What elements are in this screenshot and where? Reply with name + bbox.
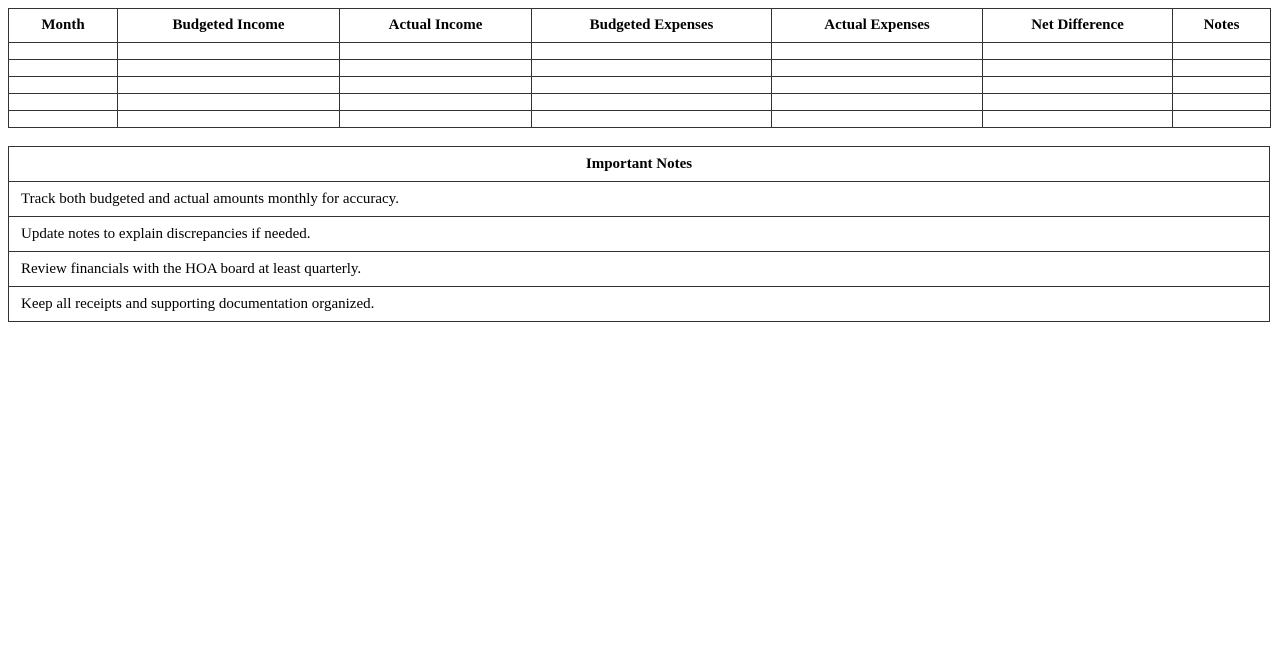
note-text: Track both budgeted and actual amounts monthly for accuracy. [9, 182, 1270, 217]
table-cell [9, 94, 118, 111]
table-cell [118, 60, 340, 77]
list-item [9, 217, 1270, 252]
column-header-budgeted-income: Budgeted Income [118, 9, 340, 43]
table-row [9, 94, 1271, 111]
table-cell [118, 111, 340, 128]
document-body [8, 8, 1270, 322]
table-cell [340, 60, 532, 77]
table-cell [983, 77, 1173, 94]
table-cell [983, 60, 1173, 77]
table-cell [9, 60, 118, 77]
budget-header-row [9, 9, 1271, 43]
list-item [9, 252, 1270, 287]
note-text: Review financials with the HOA board at least quarterly. [9, 252, 1270, 287]
table-cell [118, 94, 340, 111]
table-cell [772, 111, 983, 128]
table-cell [532, 94, 772, 111]
list-item [9, 182, 1270, 217]
table-cell [532, 111, 772, 128]
table-cell [1173, 43, 1271, 60]
table-cell [532, 77, 772, 94]
column-header-budgeted-expenses: Budgeted Expenses [532, 9, 772, 43]
table-cell [340, 43, 532, 60]
table-cell [340, 94, 532, 111]
table-cell [9, 111, 118, 128]
column-header-actual-income: Actual Income [340, 9, 532, 43]
list-item [9, 287, 1270, 322]
table-cell [118, 77, 340, 94]
table-cell [9, 43, 118, 60]
table-cell [118, 43, 340, 60]
table-cell [983, 94, 1173, 111]
notes-title: Important Notes [9, 147, 1270, 182]
table-cell [9, 77, 118, 94]
table-cell [772, 94, 983, 111]
table-cell [532, 43, 772, 60]
table-row [9, 77, 1271, 94]
table-cell [983, 43, 1173, 60]
column-header-notes: Notes [1173, 9, 1271, 43]
table-row [9, 111, 1271, 128]
table-cell [1173, 111, 1271, 128]
table-cell [772, 77, 983, 94]
column-header-month: Month [9, 9, 118, 43]
table-cell [772, 60, 983, 77]
table-cell [1173, 60, 1271, 77]
column-header-net-difference: Net Difference [983, 9, 1173, 43]
table-cell [983, 111, 1173, 128]
column-header-actual-expenses: Actual Expenses [772, 9, 983, 43]
note-text: Keep all receipts and supporting documentation organized. [9, 287, 1270, 322]
table-row [9, 43, 1271, 60]
table-cell [1173, 77, 1271, 94]
table-cell [532, 60, 772, 77]
table-row [9, 60, 1271, 77]
table-cell [1173, 94, 1271, 111]
table-cell [340, 77, 532, 94]
table-cell [340, 111, 532, 128]
budget-table [8, 8, 1271, 128]
notes-header-row [9, 147, 1270, 182]
table-cell [772, 43, 983, 60]
note-text: Update notes to explain discrepancies if needed. [9, 217, 1270, 252]
important-notes-table [8, 146, 1270, 322]
